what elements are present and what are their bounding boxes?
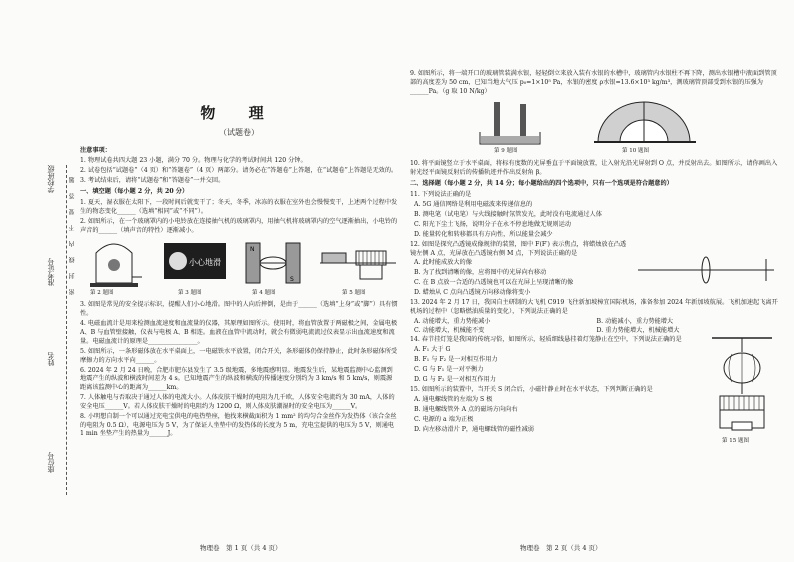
fig3-caption: 第 3 题图: [178, 290, 202, 297]
electromagnet-figure: [320, 243, 396, 287]
seal-line: [66, 165, 67, 495]
q11-option-b: B. 测电笔（试电笔）与火线接触时氖管发光，此时没有电流通过人体: [414, 210, 602, 218]
right-footer: 物理卷 第 2 页（共 4 页）: [520, 544, 602, 552]
notice-title: 注意事项：: [80, 146, 111, 154]
page-title: 物 理: [200, 104, 278, 122]
q13-option-a: A. 动能增大，重力势能减小: [414, 318, 491, 326]
question-3: 3. 如图是常见的安全提示标识，提醒人们小心地滑。图中的人向后摔倒，是由于______（选填“上身”或“脚”）具有惯性。: [80, 301, 398, 318]
q14-option-c: C. G 与 F₁ 是一对平衡力: [414, 365, 484, 373]
right-column: [410, 70, 782, 444]
page-subtitle: （试题卷）: [219, 128, 259, 138]
question-12: 12. 如图是探究凸透镜成像规律的装置，图中 F(F′) 表示焦点，将蜡烛放在凸透镜左侧 A 点，光屏放在凸透镜右侧 M 点，下列说法正确的是: [410, 240, 627, 257]
q12-option-c: C. 在 B 点放一合适的凸透镜也可以在光屏上呈现清晰的像: [414, 279, 574, 287]
q11-option-a: A. 5G 通信网络是利用电磁波来传递信息的: [414, 200, 533, 208]
notice-item: 3. 考试结束后，请将“试题卷”和“答题卷”一并交回。: [80, 177, 225, 185]
fig4-caption: 第 4 题图: [252, 290, 276, 297]
slippery-sign-figure: [164, 239, 226, 287]
q11-option-c: C. 阳光下尘土飞扬，说明分子在永不停息地做无规则运动: [414, 220, 571, 228]
question-13: 13. 2024 年 2 月 17 日，我国自主研制的大飞机 C919 飞往新加坡樟宜国际机场，准备参加 2024 年新加坡航展。飞机加速起飞离开机场的过程中（忽略燃油质量的变化），下列说法正确的是: [410, 299, 778, 316]
notice-item: 2. 试卷包括“试题卷”（4 页）和“答题卷”（4 页）两部分。请务必在“答题卷”上答题，在“试题卷”上答题是无效的。: [80, 167, 398, 175]
left-column: [80, 95, 398, 440]
fig2-caption: 第 2 题图: [90, 290, 114, 297]
fig5-caption: 第 5 题图: [342, 290, 366, 297]
protractor-mirror-figure: [590, 98, 700, 148]
mercury-tube-figure: [470, 98, 550, 148]
fig9-caption: 第 9 题图: [494, 148, 518, 155]
question-15: 15. 如图所示的装置中，当开关 S 闭合后，小磁针静止时在水平状态，下列判断正确的是: [410, 385, 653, 393]
q13-option-d: D. 重力势能增大，机械能增大: [596, 327, 680, 334]
q15-option-c: C. 电源的 a 端为正极: [414, 415, 474, 423]
bell-jar-figure: [84, 237, 144, 289]
question-10: 10. 将平面镜竖立于水平桌面，将标有度数的光屏垂直于平面镜放置，让入射光沿光屏射到 O 点，并反射出去。如图所示，请你画出入射光经平面镜反射后的传播轨迹并作出反射角 β。: [410, 160, 778, 177]
school-label: 学校班级: [47, 165, 55, 193]
question-1: 1. 夏天，湿衣服在太阳下，一段时间后就变干了；冬天，冬季，冰冻的衣服在室外也会慢慢变干，上述两个过程中发生的物态变化______（选填“相同”或“不同”）。: [80, 199, 398, 215]
q13-option-b: B. 动能减小，重力势能增大: [596, 318, 674, 326]
solenoid-figure: [706, 388, 776, 438]
blood-flow-meter-figure: [238, 237, 308, 289]
section-choice: 二、选择题（每小题 2 分，共 14 分；每小题给出的四个选项中，只有一个选项是符合题意的）: [410, 179, 673, 187]
q14-option-d: D. G 与 F₂ 是一对相互作用力: [414, 375, 496, 383]
q13-options: [410, 318, 782, 336]
q11-option-d: D. 能量转化和转移都具有方向性，所以能量会减少: [414, 230, 553, 238]
svg-text:N: N: [250, 246, 255, 254]
q14-option-b: B. F₁ 与 F₂ 是一对相互作用力: [414, 355, 498, 363]
fig15-caption: 第 15 题图: [722, 437, 749, 444]
figure-row-9-10: [410, 98, 782, 158]
sign-text: 小心地滑: [189, 258, 221, 268]
q15-option-d: D. 向左移动滑片 P，通电螺线管的磁性减弱: [414, 425, 534, 433]
fig10-caption: 第 10 题图: [622, 148, 649, 155]
lens-figure: [636, 255, 776, 285]
question-11: 11. 下列说法正确的是: [410, 190, 472, 198]
question-6: 6. 2024 年 2 月 24 日晚，合肥市肥东县发生了 3.5 级地震，多地震感明显。地震发生后，某地震监测中心监测到地震产生的纵波和横波时间差为 4 s。已知地震产生的纵波和横波的传播速度分别约为 3 km/s 和 5 km/s，则震源距离该监测中心的距离为______km。: [80, 366, 393, 392]
q12-option-d: D. 蜡烛从 C 点向凸透镜方向移动像将变小: [414, 289, 531, 297]
question-2: 2. 如图所示，在一个玻璃罩内的小电铃放在连接抽气机的玻璃罩内，用抽气机将玻璃罩内的空气逐渐抽出，小电铃的声音的______（填声音的特性）逐渐减小。: [80, 217, 398, 234]
question-5: 5. 如图所示，一条形磁体放在水平桌面上，一电磁铁水平放置，闭合开关，条形磁体仍保持静止，此时条形磁体所受摩擦力的方向水平向______。: [80, 347, 398, 364]
q15-option-b: B. 通电螺线管外 A 点的磁场方向向右: [414, 405, 518, 413]
question-7: 7. 人体触电与否取决于通过人体的电流大小。人体皮肤干燥时的电阻为几千欧，人体安全电流约为 30 mA，人体的安全电压______V。若人体皮肤干燥时的电阻约为 1200 Ω，则人体皮肤潮湿时的安全电压为______V。: [80, 394, 395, 410]
q13-option-c: C. 动能增大，机械能不变: [414, 327, 485, 334]
question-8: 8. 小明想自制一个可以通过充电宝供电的电热垫座，他找来横截面积为 1 mm² 的均匀合金丝作为发热体（该合金丝的电阻为 0.5 Ω），电源电压为 5 V，为了保证人坐垫中的发热体的长度为 5 m，充电宝提供的电压为 5 V，则通电 1 min 坐垫产生的热量为______J。: [80, 412, 397, 438]
question-4: 4. 电磁血流计是用来检测血流速度和血流量的仪器，其原理如图所示。使用时，将血管放置于两磁极之间，金属电极 A、B 与血管壁接触，仪表与电极 A、B 相连。血液在血管中流动时，就会有微弱电流流过仪表显示出血流速度和流量。电磁血流计的原理是________________。: [80, 320, 398, 345]
exam-no-label: 准考证号: [47, 258, 55, 286]
name-label: 姓名: [47, 352, 55, 366]
question-14: 14. 春节挂灯笼是我国的传统习俗，如图所示，轻质细线悬挂着灯笼静止在空中，下列说法正确的是: [410, 335, 682, 343]
seat-label: 座位号: [47, 452, 55, 473]
left-footer: 物理卷 第 1 页（共 4 页）: [200, 544, 282, 552]
q12-option-b: B. 为了找到清晰的像，应将图中的光屏向右移动: [414, 269, 547, 277]
section-fill-in: 一、填空题（每小题 2 分，共 20 分）: [80, 188, 189, 196]
q14-option-a: A. F₁ 大于 G: [414, 345, 451, 353]
q12-option-a: A. 此时能成放大的像: [414, 259, 472, 267]
svg-text:S: S: [290, 276, 294, 284]
figure-row-2-5: [80, 237, 398, 299]
notice-item: 1. 物理试卷共四大题 23 小题，满分 70 分。物理与化学的考试时间共 120 分钟。: [80, 157, 307, 165]
q15-option-a: A. 通电螺线管的左端为 S 极: [414, 395, 493, 403]
question-9: 9. 如图所示，将一端开口的玻璃管装满水银，轻轻倒立来放入装有水银的水槽中，玻璃管内水银柱不再下降，测出水银槽中液面到管顶部的高度差为 50 cm，已知当地大气压 p₀=1×10⁵ Pa，水银的密度 ρ水银=13.6×10³ kg/m³，测玻璃管顶部受到水银的压强为______Pa。（g 取 10 N/kg）: [410, 70, 777, 95]
seal-warning: 密 封 线 内 不 要 答 题: [69, 175, 76, 295]
